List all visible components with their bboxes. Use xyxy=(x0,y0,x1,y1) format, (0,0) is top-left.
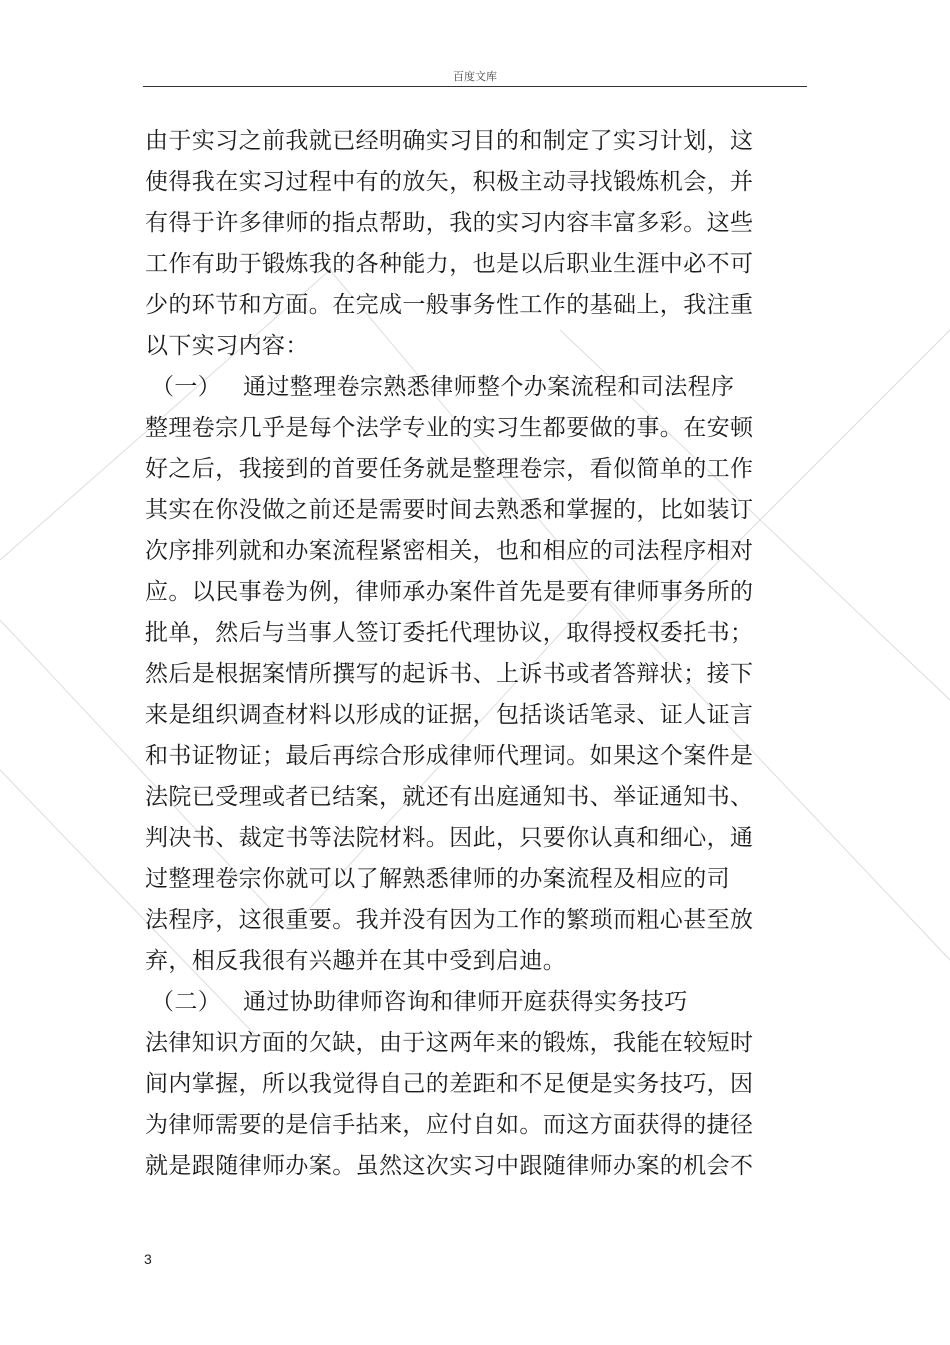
body-line: 就是跟随律师办案。虽然这次实习中跟随律师办案的机会不 xyxy=(145,1153,754,1179)
body-line: 有得于许多律师的指点帮助，我的实习内容丰富多彩。这些 xyxy=(145,210,754,236)
section-title: 通过整理卷宗熟悉律师整个办案流程和司法程序 xyxy=(243,374,735,400)
page-number: 3 xyxy=(144,1251,152,1267)
section-title: 通过协助律师咨询和律师开庭获得实务技巧 xyxy=(243,989,688,1015)
body-line: 间内掌握，所以我觉得自己的差距和不足便是实务技巧，因 xyxy=(145,1071,754,1097)
header-divider xyxy=(143,86,807,87)
body-line: 使得我在实习过程中有的放矢，积极主动寻找锻炼机会，并 xyxy=(145,169,754,195)
body-line: 过整理卷宗你就可以了解熟悉律师的办案流程及相应的司 xyxy=(145,866,730,892)
body-line: 来是组织调查材料以形成的证据，包括谈话笔录、证人证言 xyxy=(145,702,754,728)
body-line: 法院已受理或者已结案，就还有出庭通知书、举证通知书、 xyxy=(145,784,754,810)
body-line: 其实在你没做之前还是需要时间去熟悉和掌握的，比如装订 xyxy=(145,497,754,523)
section-heading-1 xyxy=(145,367,765,408)
body-line: 好之后，我接到的首要任务就是整理卷宗，看似简单的工作 xyxy=(145,456,754,482)
body-line: 然后是根据案情所撰写的起诉书、上诉书或者答辩状；接下 xyxy=(145,661,754,687)
header-title: 百度文库 xyxy=(453,70,497,83)
body-line: 法程序，这很重要。我并没有因为工作的繁琐而粗心甚至放 xyxy=(145,907,754,933)
section-number: （一） xyxy=(151,374,222,400)
body-line: 批单，然后与当事人签订委托代理协议，取得授权委托书； xyxy=(145,620,754,646)
body-line: 判决书、裁定书等法院材料。因此，只要你认真和细心，通 xyxy=(145,825,754,851)
body-line: 整理卷宗几乎是每个法学专业的实习生都要做的事。在安顿 xyxy=(145,415,754,441)
body-line: 弃，相反我很有兴趣并在其中受到启迪。 xyxy=(145,948,567,974)
body-line: 次序排列就和办案流程紧密相关，也和相应的司法程序相对 xyxy=(145,538,754,564)
body-line: 和书证物证；最后再综合形成律师代理词。如果这个案件是 xyxy=(145,743,754,769)
body-line: 法律知识方面的欠缺，由于这两年来的锻炼，我能在较短时 xyxy=(145,1030,754,1056)
section-number: （二） xyxy=(151,989,222,1015)
document-body xyxy=(145,121,765,1187)
body-line: 以下实习内容： xyxy=(145,333,309,359)
body-line: 应。以民事卷为例，律师承办案件首先是要有律师事务所的 xyxy=(145,579,754,605)
body-line: 为律师需要的是信手拈来，应付自如。而这方面获得的捷径 xyxy=(145,1112,754,1138)
body-line: 工作有助于锻炼我的各种能力，也是以后职业生涯中必不可 xyxy=(145,251,754,277)
body-line: 少的环节和方面。在完成一般事务性工作的基础上，我注重 xyxy=(145,292,754,318)
body-line: 由于实习之前我就已经明确实习目的和制定了实习计划，这 xyxy=(145,128,754,154)
section-heading-2 xyxy=(145,982,765,1023)
